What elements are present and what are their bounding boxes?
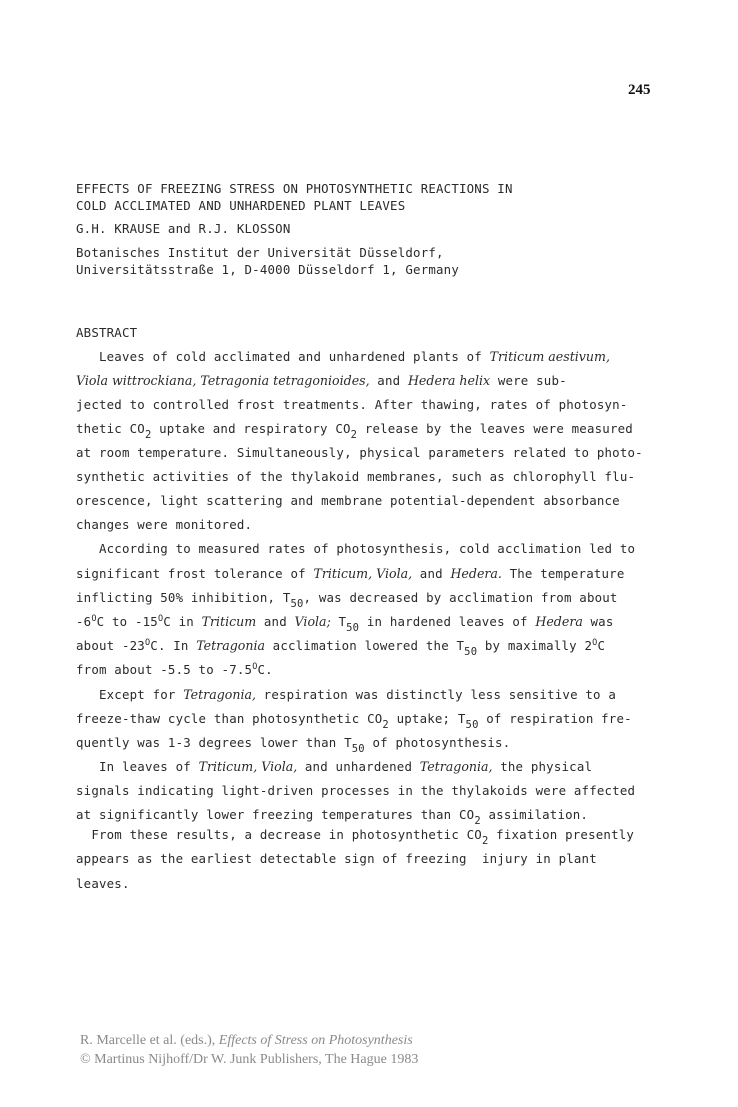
italic-term: Triticum, Viola,	[313, 566, 413, 581]
abstract-line	[76, 759, 592, 774]
text-run: from about -5.5 to -7.5	[76, 662, 253, 677]
abstract-line	[76, 711, 632, 731]
subscript: 50	[464, 646, 478, 658]
affiliation-line-1: Botanisches Institut der Universität Düsseldorf,	[76, 245, 444, 260]
abstract-line	[76, 687, 616, 702]
italic-term: Tetragonia	[196, 638, 266, 653]
text-run: respiration was distinctly less sensitive to a	[256, 687, 617, 702]
text-run: at room temperature. Simultaneously, physical parameters related to photo-	[76, 445, 643, 460]
subscript: 50	[346, 622, 360, 634]
text-run: C. In	[150, 638, 197, 653]
abstract-line	[76, 851, 597, 866]
subscript: 2	[474, 815, 481, 827]
text-run: acclimation lowered the T	[265, 638, 465, 653]
text-run: the physical	[492, 759, 593, 774]
text-run: changes were monitored.	[76, 517, 253, 532]
abstract-line	[76, 445, 643, 460]
page-number: 245	[628, 82, 651, 98]
text-run: C in	[163, 614, 202, 629]
text-run: quently was 1-3 degrees lower than T	[76, 735, 352, 750]
subscript: 50	[351, 743, 365, 755]
superscript: O	[252, 662, 258, 672]
superscript: O	[592, 638, 598, 648]
text-run: release by the leaves were measured	[357, 421, 633, 436]
superscript: O	[144, 638, 151, 648]
text-run: Except for	[76, 687, 184, 702]
abstract-line	[76, 469, 635, 484]
title-line-1: EFFECTS OF FREEZING STRESS ON PHOTOSYNTHETIC REACTIONS IN	[76, 181, 513, 196]
subscript: 2	[481, 835, 489, 847]
footer-copyright: © Martinus Nijhoff/Dr W. Junk Publishers, The Hague 1983	[80, 1052, 419, 1067]
subscript: 50	[465, 719, 479, 731]
text-run: assimilation.	[480, 807, 589, 822]
text-run: freeze-thaw cycle than photosynthetic CO	[76, 711, 383, 726]
abstract-line	[76, 517, 252, 532]
subscript: 2	[144, 429, 152, 441]
abstract-line	[76, 541, 635, 556]
abstract-line	[76, 349, 610, 364]
superscript: O	[157, 614, 164, 624]
abstract-line	[76, 614, 614, 634]
abstract-line	[76, 662, 273, 677]
abstract-line	[76, 397, 628, 412]
text-run: appears as the earliest detectable sign of freezing injury in plant	[76, 851, 597, 866]
abstract-heading: ABSTRACT	[76, 325, 138, 340]
italic-term: Tetragonia,	[183, 687, 257, 702]
footer-book-title: Effects of Stress on Photosynthesis	[218, 1033, 413, 1048]
text-run: by maximally 2	[477, 638, 593, 653]
italic-term: Triticum aestivum,	[489, 349, 610, 364]
italic-term: Triticum, Viola,	[198, 759, 298, 774]
abstract-line	[76, 876, 130, 891]
text-run: -6	[76, 614, 92, 629]
italic-term: Hedera.	[450, 566, 502, 581]
affiliation-line-2: Universitätsstraße 1, D-4000 Düsseldorf 1, Germany	[76, 262, 459, 277]
abstract-line	[76, 783, 635, 798]
text-run: and	[412, 566, 451, 581]
publication-footer	[80, 1031, 418, 1069]
abstract-line	[76, 735, 511, 755]
text-run: of photosynthesis.	[364, 735, 511, 750]
abstract-line	[76, 566, 625, 581]
abstract-line	[76, 421, 633, 441]
text-run: In leaves of	[76, 759, 199, 774]
italic-term: Tetragonia,	[419, 759, 493, 774]
text-run: at significantly lower freezing temperatures than CO	[76, 807, 475, 822]
text-run: in hardened leaves of	[359, 614, 536, 629]
text-run: and unhardened	[297, 759, 420, 774]
subscript: 2	[382, 719, 389, 731]
text-run: orescence, light scattering and membrane potential-dependent absorbance	[76, 493, 620, 508]
text-run: uptake; T	[388, 711, 466, 726]
abstract-line	[76, 638, 606, 658]
abstract-line	[76, 590, 618, 610]
text-run: thetic CO	[76, 421, 145, 436]
text-run: C to -15	[96, 614, 158, 629]
text-run: and	[256, 614, 295, 629]
text-run: , was decreased by acclimation from about	[303, 590, 618, 605]
abstract-line	[76, 493, 620, 508]
authors: G.H. KRAUSE and R.J. KLOSSON	[76, 221, 291, 236]
text-run: was	[582, 614, 614, 629]
text-run: T	[330, 614, 347, 629]
italic-term: Hedera	[535, 614, 583, 629]
italic-term: Hedera helix	[407, 373, 491, 388]
text-run: leaves.	[76, 876, 130, 891]
text-run: about -23	[76, 638, 145, 653]
text-run: From these results, a decrease in photosynthetic CO	[76, 827, 482, 842]
text-run: of respiration fre-	[478, 711, 632, 726]
abstract-line	[76, 373, 567, 388]
text-run: C	[597, 638, 606, 653]
text-run: significant frost tolerance of	[76, 566, 314, 581]
text-run: were sub-	[490, 373, 567, 388]
text-run: Leaves of cold acclimated and unhardened plants of	[76, 349, 490, 364]
italic-term: Viola;	[294, 614, 331, 629]
text-run: The temperature	[501, 566, 625, 581]
text-run: fixation presently	[488, 827, 635, 842]
italic-term: Viola wittrockiana, Tetragonia tetragonioides,	[76, 373, 370, 388]
superscript: O	[91, 614, 97, 624]
text-run: C.	[257, 662, 273, 677]
text-run: jected to controlled frost treatments. After thawing, rates of photosyn-	[76, 397, 628, 412]
title-line-2: COLD ACCLIMATED AND UNHARDENED PLANT LEAVES	[76, 198, 406, 213]
subscript: 2	[350, 429, 358, 441]
italic-term: Triticum	[201, 614, 257, 629]
text-run: and	[369, 373, 408, 388]
text-run: synthetic activities of the thylakoid membranes, such as chlorophyll flu-	[76, 469, 636, 484]
text-run: inflicting 50% inhibition, T	[76, 590, 291, 605]
text-run: uptake and respiratory CO	[151, 421, 351, 436]
text-run: signals indicating light-driven processes in the thylakoids were affected	[76, 783, 636, 798]
abstract-line	[76, 827, 635, 847]
text-run: According to measured rates of photosynthesis, cold acclimation led to	[76, 541, 636, 556]
footer-citation	[80, 1031, 418, 1050]
footer-editors: R. Marcelle et al. (eds.),	[80, 1033, 219, 1048]
subscript: 50	[290, 598, 304, 610]
abstract-line	[76, 807, 589, 827]
